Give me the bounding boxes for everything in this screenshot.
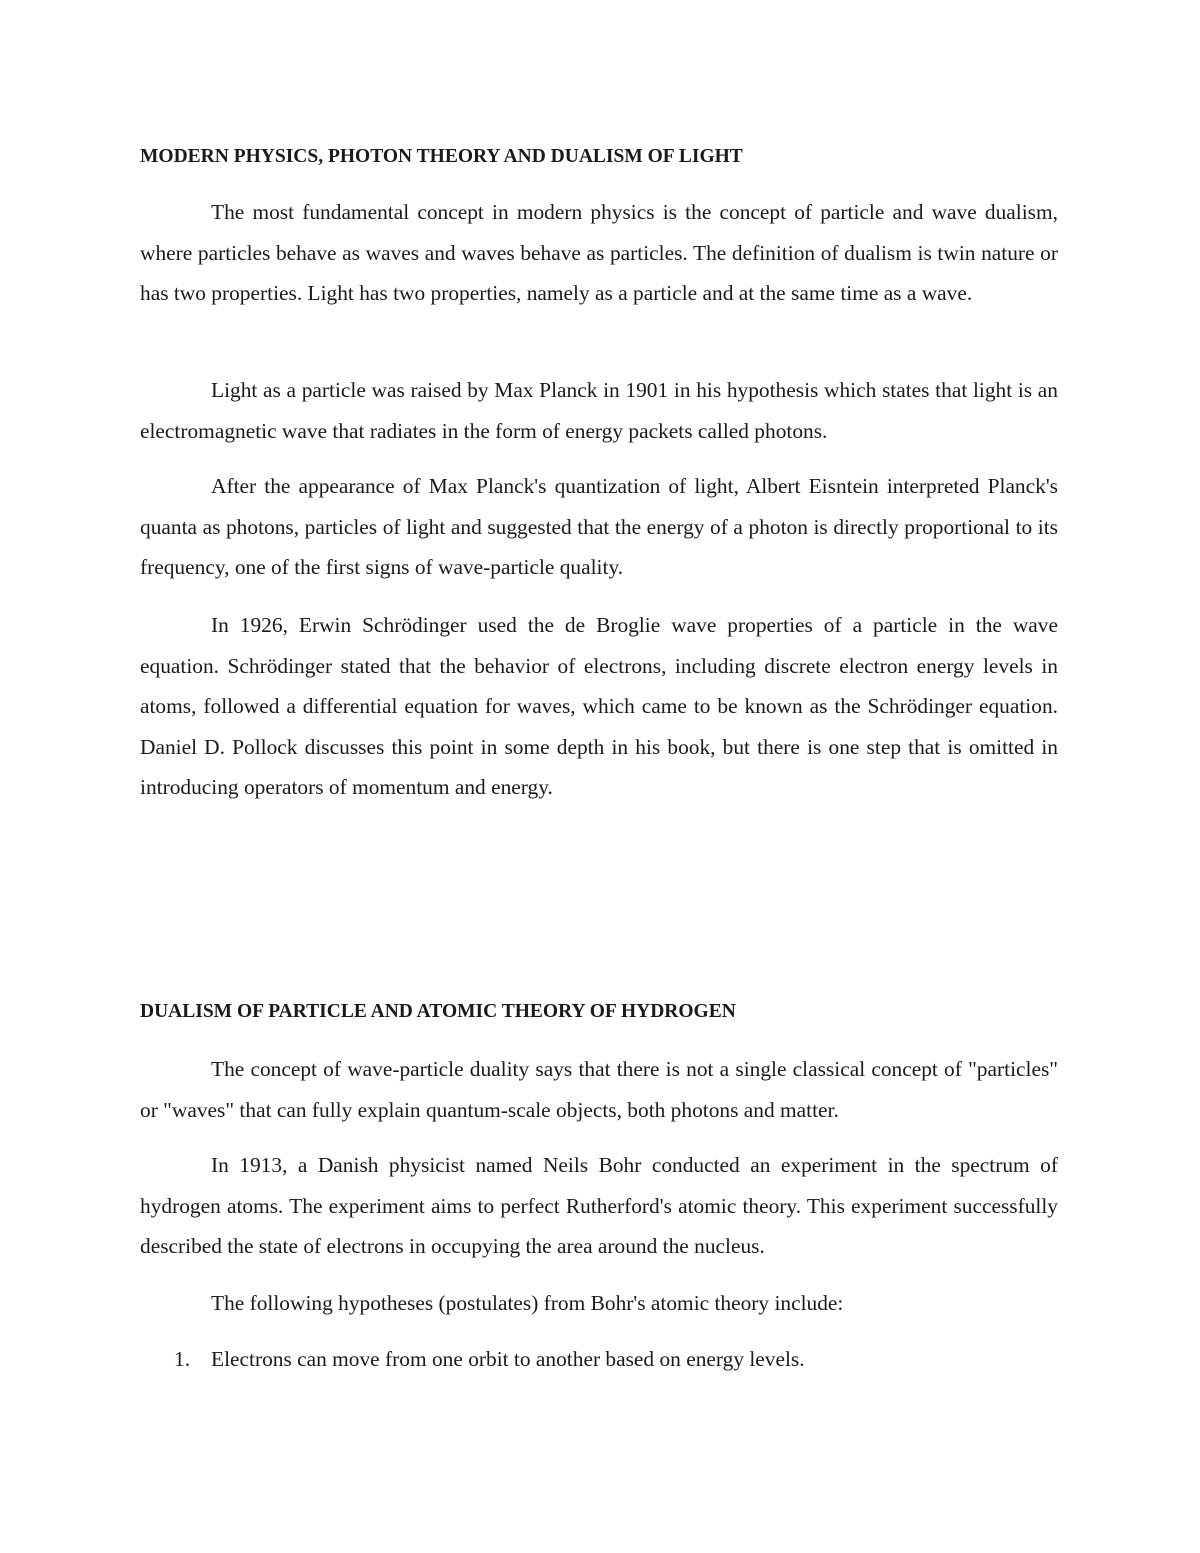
paragraph-max-planck: Light as a particle was raised by Max Planck in 1901 in his hypothesis which states that light is an electromagnetic wave that radiates in the form of energy packets called photons. (140, 378, 1058, 443)
list-item-number: 1. (174, 1347, 191, 1371)
section-heading-dualism-hydrogen: DUALISM OF PARTICLE AND ATOMIC THEORY OF HYDROGEN (140, 1001, 736, 1022)
paragraph-wave-particle-duality: The concept of wave-particle duality says that there is not a single classical concept of "particles" or "waves" that can fully explain quantum-scale objects, both photons and matter. (140, 1057, 1058, 1122)
paragraph-bohr-postulates-intro: The following hypotheses (postulates) from Bohr's atomic theory include: (211, 1291, 844, 1315)
section-heading-modern-physics: MODERN PHYSICS, PHOTON THEORY AND DUALISM OF LIGHT (140, 146, 743, 167)
list-item (140, 1339, 1058, 1380)
list-item-text: Electrons can move from one orbit to another based on energy levels. (211, 1347, 805, 1371)
paragraph-schrodinger: In 1926, Erwin Schrödinger used the de Broglie wave properties of a particle in the wave equation. Schrödinger stated that the behavior of electrons, including discrete electron energy levels in atoms, followed a differential equation for waves, which came to be known as the Schrödinger equation. Daniel D. Pollock discusses this point in some depth in his book, but there is one step that is omitted in introducing operators of momentum and energy. (140, 613, 1058, 800)
paragraph-bohr-experiment: In 1913, a Danish physicist named Neils Bohr conducted an experiment in the spectrum of hydrogen atoms. The experiment aims to perfect Rutherford's atomic theory. This experiment successfully described the state of electrons in occupying the area around the nucleus. (140, 1153, 1058, 1259)
paragraph-dualism-definition: The most fundamental concept in modern physics is the concept of particle and wave dualism, where particles behave as waves and waves behave as particles. The definition of dualism is twin nature or has two properties. Light has two properties, namely as a particle and at the same time as a wave. (140, 200, 1058, 306)
paragraph-einstein-photons: After the appearance of Max Planck's quantization of light, Albert Eisntein interpreted Planck's quanta as photons, particles of light and suggested that the energy of a photon is directly proportional to its frequency, one of the first signs of wave-particle quality. (140, 474, 1058, 580)
